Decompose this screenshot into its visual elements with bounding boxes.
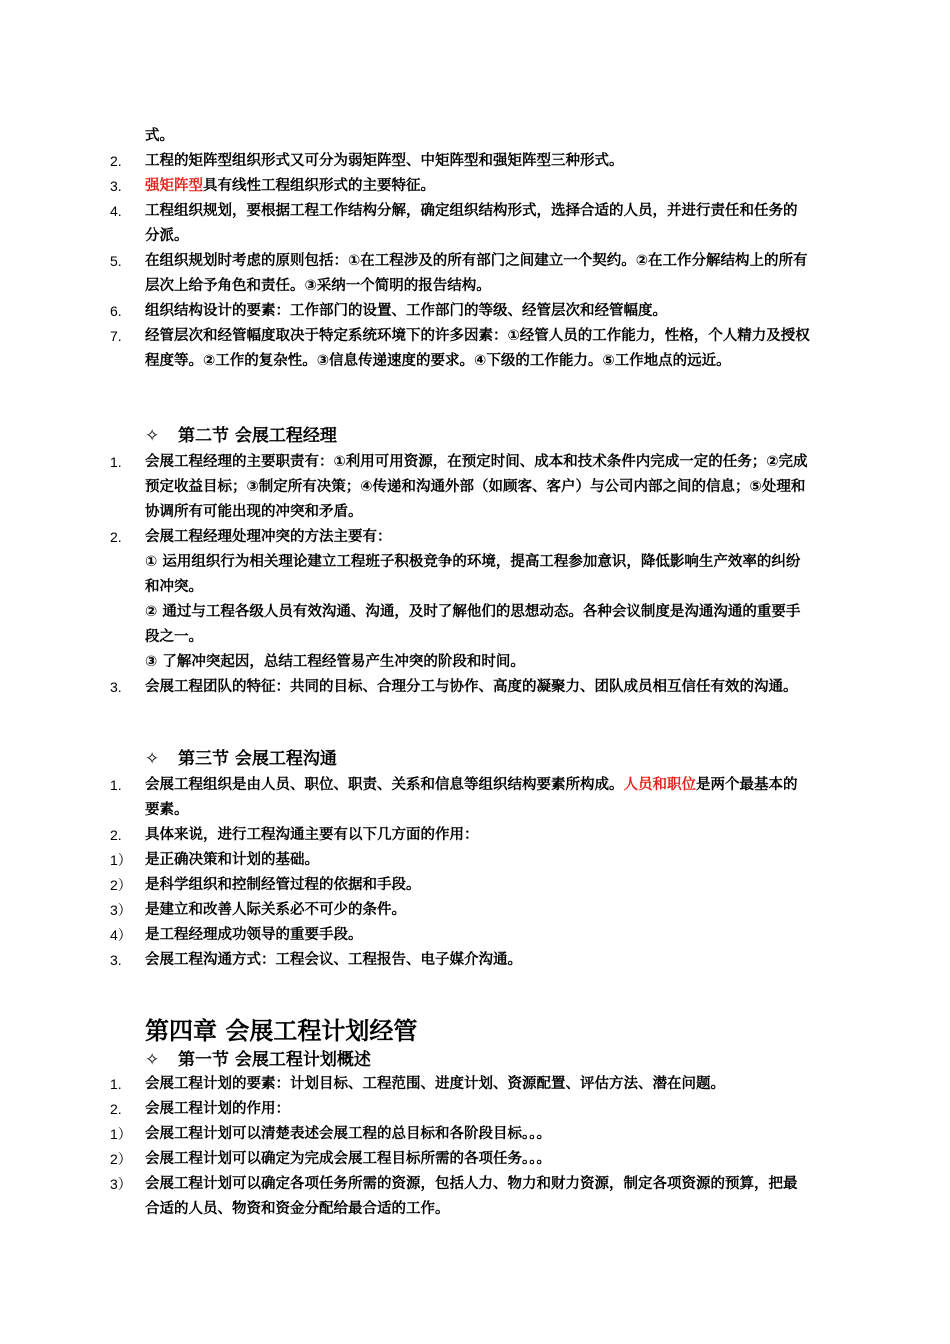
list-number: 2. <box>110 153 122 169</box>
list-item <box>0 1122 950 1147</box>
list-item <box>0 848 950 873</box>
list-number: 3） <box>110 1176 132 1192</box>
list-text: 具有线性工程组织形式的主要特征。 <box>203 178 435 194</box>
list-number: 4） <box>110 927 132 943</box>
highlight-text: 强矩阵型 <box>145 178 203 194</box>
list-number: 1. <box>110 1076 122 1092</box>
list-text: 会展工程计划可以确定各项任务所需的资源，包括人力、物力和财力资源，制定各项资源的预算，把最合适的人员、物资和资金分配给最合适的工作。 <box>145 1176 798 1217</box>
list-text: ② 通过与工程各级人员有效沟通、沟通，及时了解他们的思想动态。各种会议制度是沟通沟通的重要手段之一。 <box>145 604 801 645</box>
list-number: 5. <box>110 253 122 269</box>
list-number: 3. <box>110 952 122 968</box>
list-text: 会展工程团队的特征：共同的目标、合理分工与协作、高度的凝聚力、团队成员相互信任有效的沟通。 <box>145 679 798 695</box>
list-number: 7. <box>110 328 122 344</box>
list-number: 2. <box>110 827 122 843</box>
section-heading <box>0 1048 950 1072</box>
list-text: 是科学组织和控制经管过程的依据和手段。 <box>145 877 421 893</box>
list-text: 会展工程经理的主要职责有：①利用可用资源，在预定时间、成本和技术条件内完成一定的任务；②完成预定收益目标；③制定所有决策；④传递和沟通外部（如顾客、客户）与公司内部之间的信息；⑤处理和协调所有可能出现的冲突和矛盾。 <box>145 454 808 520</box>
list-number: 2. <box>110 1101 122 1117</box>
list-item <box>0 199 950 249</box>
section-title: 第三节 会展工程沟通 <box>178 749 337 769</box>
list-item <box>0 923 950 948</box>
diamond-icon: ✧ <box>145 426 160 446</box>
list-text: 是工程经理成功领导的重要手段。 <box>145 927 363 943</box>
list-text: 是两个最基本的要素。 <box>145 777 798 818</box>
continuation-block <box>0 124 950 149</box>
list-number: 3. <box>110 679 122 695</box>
section-heading <box>0 422 950 450</box>
highlight-text: 人员和职位 <box>623 777 696 793</box>
list-text: 工程组织规划，要根据工程工作结构分解，确定组织结构形式，选择合适的人员，并进行责任和任务的分派。 <box>145 203 798 244</box>
section-3 <box>0 745 950 973</box>
continuation-text: 式。 <box>145 128 174 144</box>
list-item <box>0 525 950 550</box>
list-number: 1） <box>110 1126 132 1142</box>
list-item <box>0 873 950 898</box>
list-item <box>0 149 950 174</box>
list-text: 会展工程计划的作用： <box>145 1101 290 1117</box>
section-title: 第一节 会展工程计划概述 <box>178 1050 371 1070</box>
list-item <box>0 324 950 374</box>
list-number: 1. <box>110 454 122 470</box>
list-number: 6. <box>110 303 122 319</box>
list-item <box>0 1097 950 1122</box>
diamond-icon: ✧ <box>145 749 160 769</box>
list-number: 1. <box>110 777 122 793</box>
chapter-4 <box>0 1014 950 1222</box>
list-text: 会展工程组织是由人员、职位、职责、关系和信息等组织结构要素所构成。 <box>145 777 624 793</box>
list-item <box>0 650 950 675</box>
list-text: 是建立和改善人际关系必不可少的条件。 <box>145 902 406 918</box>
list-item <box>0 823 950 848</box>
list-item <box>0 174 950 199</box>
list-item <box>0 898 950 923</box>
section-heading <box>0 745 950 773</box>
list-item <box>0 249 950 299</box>
list-item <box>0 600 950 650</box>
list-item <box>0 1147 950 1172</box>
list-text: 组织结构设计的要素：工作部门的设置、工作部门的等级、经管层次和经管幅度。 <box>145 303 667 319</box>
list-number: 4. <box>110 203 122 219</box>
list-number: 3） <box>110 902 132 918</box>
diamond-icon: ✧ <box>145 1050 160 1070</box>
list-number: 2） <box>110 877 132 893</box>
list-item <box>0 948 950 973</box>
list-number: 2） <box>110 1151 132 1167</box>
list-text: 会展工程计划可以确定为完成会展工程目标所需的各项任务。。。 <box>145 1151 551 1167</box>
list-text: 会展工程计划可以清楚表述会展工程的总目标和各阶段目标。。。 <box>145 1126 551 1142</box>
list-item <box>0 1072 950 1097</box>
list-item <box>0 450 950 525</box>
chapter-title: 第四章 会展工程计划经管 <box>145 1017 418 1045</box>
list-text: 会展工程经理处理冲突的方法主要有： <box>145 529 392 545</box>
list-number: 1） <box>110 852 132 868</box>
list-number: 3. <box>110 178 122 194</box>
list-text: 具体来说，进行工程沟通主要有以下几方面的作用： <box>145 827 479 843</box>
list-item <box>0 1172 950 1222</box>
list-text: 是正确决策和计划的基础。 <box>145 852 319 868</box>
section-title: 第二节 会展工程经理 <box>178 426 337 446</box>
list-text: 会展工程计划的要素：计划目标、工程范围、进度计划、资源配置、评估方法、潜在问题。 <box>145 1076 725 1092</box>
list-item <box>0 773 950 823</box>
list-item <box>0 550 950 600</box>
section-2 <box>0 422 950 700</box>
list-text: 会展工程沟通方式：工程会议、工程报告、电子媒介沟通。 <box>145 952 522 968</box>
org-list <box>0 149 950 374</box>
list-number: 2. <box>110 529 122 545</box>
list-text: ③ 了解冲突起因，总结工程经管易产生冲突的阶段和时间。 <box>145 654 525 670</box>
list-item <box>0 675 950 700</box>
list-item <box>0 299 950 324</box>
list-text: 经管层次和经管幅度取决于特定系统环境下的许多因素：①经管人员的工作能力，性格，个人精力及授权程度等。②工作的复杂性。③信息传递速度的要求。④下级的工作能力。⑤工作地点的远近。 <box>145 328 810 369</box>
list-text: ① 运用组织行为相关理论建立工程班子积极竞争的环境，提高工程参加意识，降低影响生产效率的纠纷和冲突。 <box>145 554 801 595</box>
list-text: 在组织规划时考虑的原则包括：①在工程涉及的所有部门之间建立一个契约。②在工作分解结构上的所有层次上给予角色和责任。③采纳一个简明的报告结构。 <box>145 253 808 294</box>
list-text: 工程的矩阵型组织形式又可分为弱矩阵型、中矩阵型和强矩阵型三种形式。 <box>145 153 624 169</box>
